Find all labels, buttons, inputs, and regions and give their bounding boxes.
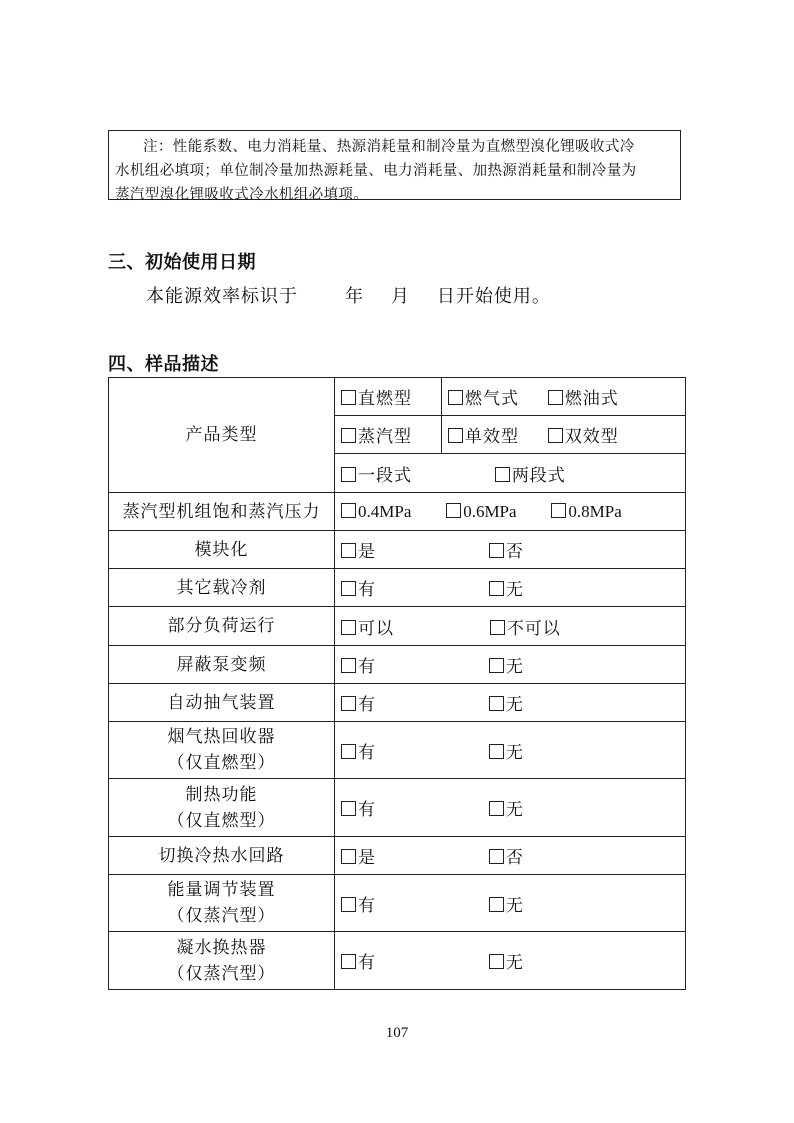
row-label [109, 779, 335, 837]
checkbox-option-1[interactable] [341, 581, 356, 596]
checkbox-oil[interactable] [548, 390, 563, 405]
option-label: 有 [358, 953, 376, 973]
option-cell [335, 378, 442, 416]
checkbox-option-2[interactable] [489, 658, 504, 673]
option-label: 无 [505, 953, 524, 973]
option-label: 燃油式 [564, 389, 619, 409]
checkbox-option-2[interactable] [489, 849, 504, 864]
option-cell [335, 531, 686, 569]
option-cell [442, 378, 686, 416]
option-label: 单效型 [465, 427, 519, 447]
row-label [109, 932, 335, 990]
option-cell [335, 416, 442, 454]
option-cell [335, 779, 686, 837]
option-label: 无 [505, 695, 524, 715]
option-cell [442, 416, 686, 454]
checkbox-option-2[interactable] [489, 954, 504, 969]
option-label: 0.4MPa [358, 501, 412, 521]
checkbox-option-2[interactable] [489, 581, 504, 596]
checkbox-option-1[interactable] [341, 897, 356, 912]
option-cell [335, 932, 686, 990]
option-label: 无 [505, 742, 524, 763]
option-cell [335, 837, 686, 875]
checkbox-option-1[interactable] [341, 658, 356, 673]
option-cell [335, 684, 686, 722]
option-label: 一段式 [358, 465, 412, 486]
section-3-heading: 三、初始使用日期 [108, 252, 256, 273]
checkbox-option-1[interactable] [341, 849, 356, 864]
option-cell [335, 569, 686, 607]
table-row [109, 837, 686, 875]
row-label-text: 切换冷热水回路 [158, 845, 285, 866]
checkbox-direct-fired[interactable] [341, 390, 356, 405]
checkbox-single-stage[interactable] [341, 467, 356, 482]
row-label [109, 607, 335, 646]
checkbox-two-stage[interactable] [495, 467, 510, 482]
note-line-3: 蒸汽型溴化锂吸收式冷水机组必填项。 [115, 187, 369, 203]
option-label: 有 [358, 800, 376, 820]
table-row [109, 722, 686, 779]
steam-pressure-label: 蒸汽型机组饱和蒸汽压力 [109, 493, 335, 531]
option-label: 否 [505, 848, 524, 868]
date-suffix: 日开始使用。 [436, 286, 551, 307]
note-line-1: 注：性能系数、电力消耗量、热源消耗量和制冷量为直燃型溴化锂吸收式冷 [143, 139, 635, 155]
option-label: 无 [505, 580, 524, 600]
row-label [109, 837, 335, 875]
option-label: 有 [358, 895, 376, 916]
option-label: 有 [358, 580, 376, 600]
checkbox-option-1[interactable] [341, 954, 356, 969]
row-label-text: 能量调节装置 [167, 880, 276, 900]
option-label: 直燃型 [358, 389, 412, 409]
date-prefix: 本能源效率标识于 [146, 286, 298, 307]
checkbox-option-1[interactable] [341, 620, 356, 635]
row-label-text: 制热功能 [185, 784, 258, 805]
sample-description-table [108, 377, 686, 990]
row-label-text: 模块化 [194, 539, 249, 560]
checkbox-option-2[interactable] [489, 897, 504, 912]
checkbox-option-1[interactable] [341, 801, 356, 816]
date-month-label: 月 [390, 286, 410, 307]
checkbox-option-2[interactable] [489, 543, 504, 558]
option-cell [335, 607, 686, 646]
row-label-subtext: （仅蒸汽型） [167, 906, 276, 926]
checkbox-option-1[interactable] [341, 744, 356, 759]
row-label [109, 569, 335, 607]
option-cell [335, 493, 686, 531]
table-row [109, 607, 686, 646]
option-label: 有 [358, 695, 376, 715]
option-cell [335, 646, 686, 684]
checkbox-steam[interactable] [341, 428, 356, 443]
option-label: 两段式 [511, 465, 566, 486]
checkbox-option-2[interactable] [489, 801, 504, 816]
option-label: 双效型 [564, 427, 619, 447]
section-4-heading: 四、样品描述 [108, 354, 219, 375]
option-cell [335, 875, 686, 932]
row-label-subtext: （仅蒸汽型） [167, 963, 276, 984]
table-row [109, 932, 686, 990]
checkbox-option-2[interactable] [489, 696, 504, 711]
checkbox-option-1[interactable] [341, 696, 356, 711]
option-label: 0.8MPa [568, 501, 622, 521]
initial-use-date-line [146, 282, 551, 308]
table-row [109, 875, 686, 932]
table-row [109, 646, 686, 684]
option-label: 是 [358, 848, 376, 868]
page-number: 107 [385, 1025, 409, 1041]
row-label-text: 烟气热回收器 [167, 727, 276, 747]
product-type-label: 产品类型 [109, 378, 335, 493]
table-row [109, 569, 686, 607]
table-row [109, 684, 686, 722]
option-label: 无 [505, 895, 524, 916]
option-label: 无 [505, 800, 524, 820]
option-label: 不可以 [506, 618, 561, 639]
date-year-label: 年 [345, 286, 365, 307]
row-label-text: 凝水换热器 [176, 937, 267, 958]
table-row [109, 493, 686, 531]
row-label-text: 自动抽气装置 [167, 692, 276, 713]
option-label: 有 [358, 742, 376, 763]
row-label-text: 部分负荷运行 [167, 616, 276, 636]
option-label: 否 [505, 542, 524, 562]
checkbox-0-6mpa[interactable] [446, 503, 461, 518]
row-label-text: 其它载冷剂 [176, 577, 267, 598]
option-label: 蒸汽型 [358, 427, 412, 447]
option-label: 无 [505, 657, 524, 677]
checkbox-option-2[interactable] [489, 744, 504, 759]
option-label: 0.6MPa [463, 501, 517, 521]
option-label: 可以 [358, 618, 394, 639]
row-label-subtext: （仅直燃型） [167, 753, 276, 773]
row-label [109, 646, 335, 684]
option-label: 有 [358, 657, 376, 677]
checkbox-double-effect[interactable] [548, 428, 563, 443]
option-label: 是 [358, 542, 376, 562]
row-label [109, 722, 335, 779]
checkbox-option-2[interactable] [490, 620, 505, 635]
table-row [109, 531, 686, 569]
note-line-2: 水机组必填项；单位制冷量加热源耗量、电力消耗量、加热源消耗量和制冷量为 [115, 163, 637, 179]
row-label-text: 屏蔽泵变频 [176, 654, 267, 675]
option-cell [335, 454, 686, 493]
checkbox-0-4mpa[interactable] [341, 503, 356, 518]
checkbox-0-8mpa[interactable] [551, 503, 566, 518]
note-box [108, 130, 681, 203]
checkbox-gas[interactable] [448, 390, 463, 405]
checkbox-single-effect[interactable] [448, 428, 463, 443]
option-label: 燃气式 [465, 389, 519, 409]
row-label [109, 684, 335, 722]
row-label-subtext: （仅直燃型） [167, 810, 276, 831]
row-label [109, 531, 335, 569]
table-row [109, 779, 686, 837]
table-row [109, 378, 686, 416]
row-label [109, 875, 335, 932]
option-cell [335, 722, 686, 779]
checkbox-option-1[interactable] [341, 543, 356, 558]
